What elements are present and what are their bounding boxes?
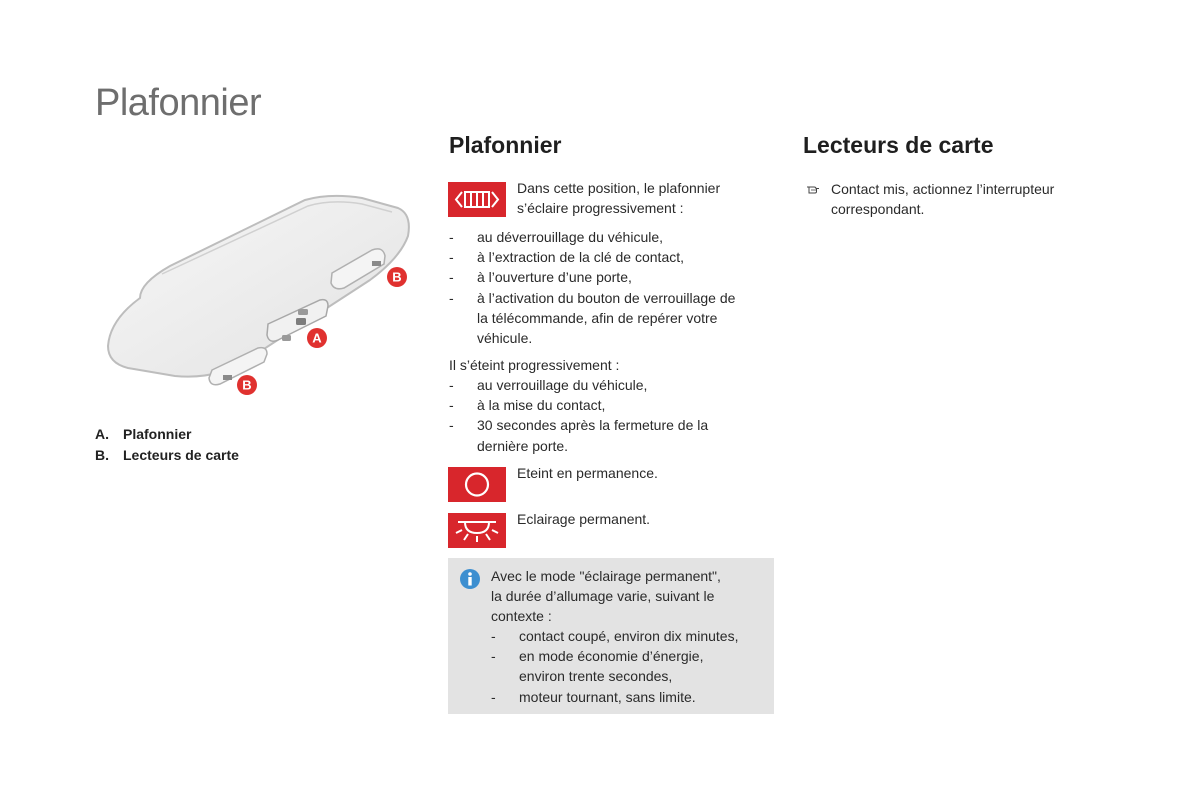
callout-a [306,327,328,354]
list-item: - à l’extraction de la clé de contact, [449,249,685,266]
callout-b-lower [236,374,258,401]
off-mode-text: Eteint en permanence. [517,465,658,481]
permanent-mode-badge [448,513,506,548]
circle-off-icon [448,467,506,502]
list-item-line: environ trente secondes, [519,668,673,685]
list-item-text: moteur tournant, sans limite. [519,688,696,705]
list-item-line: dernière porte. [477,437,569,454]
info-line: Avec le mode "éclairage permanent", [491,568,721,584]
list-item-line: en mode économie d’énergie, [519,648,704,665]
info-line: contexte : [491,608,552,625]
callout-b-upper-letter: B [392,269,402,285]
info-box [448,558,774,714]
list-item: - en mode économie d’énergie, environ trente secondes, [491,646,771,686]
list-item-line: la télécommande, afin de repérer votre [477,309,718,326]
info-intro [491,566,721,627]
list-item-line: 30 secondes après la fermeture de la [477,417,709,434]
lecteurs-line: Contact mis, actionnez l’interrupteur [831,181,1055,197]
figure-legend [95,424,239,465]
list-item-text: à la mise du contact, [477,397,606,414]
callout-a-letter: A [312,330,322,346]
off-intro: Il s’éteint progressivement : [449,357,620,373]
ceiling-console-illustration [100,188,415,398]
list-item-text: contact coupé, environ dix minutes, [519,628,739,644]
lecteurs-text [831,179,1054,219]
door-mode-line: Dans cette position, le plafonnier [517,180,721,196]
permanent-mode-text: Eclairage permanent. [517,511,651,527]
list-item: - à l’ouverture d’une porte, [449,269,632,286]
door-courtesy-light-icon [448,182,506,217]
page-title: Plafonnier [95,82,262,124]
plafonnier-heading: Plafonnier [449,132,562,158]
dome-light-icon [448,513,506,548]
legend-letter: A. [95,426,109,442]
list-item-line: à l’activation du bouton de verrouillage de [477,289,736,306]
list-item: - à la mise du contact, [449,397,606,414]
info-icon [459,568,481,595]
legend-letter: B. [95,446,109,463]
off-mode-badge [448,467,506,502]
info-line: la durée d’allumage varie, suivant le [491,588,715,605]
list-item-line: véhicule. [477,330,533,347]
info-list [491,626,771,707]
door-mode-line: s’éclaire progressivement : [517,200,684,217]
legend-item-b [95,445,239,466]
callout-b-lower-letter: B [242,377,252,393]
legend-label: Lecteurs de carte [123,446,239,463]
door-mode-text [517,178,720,218]
on-events-list [449,227,779,348]
door-mode-badge [448,182,506,217]
legend-label: Plafonnier [123,426,192,442]
callout-b-upper [386,266,408,293]
list-item: - au déverrouillage du véhicule, [449,229,664,245]
lecteurs-line: correspondant. [831,201,925,218]
list-item-text: au déverrouillage du véhicule, [477,229,664,245]
list-item-text: au verrouillage du véhicule, [477,377,648,393]
pointing-hand-icon [806,182,820,200]
off-events-list [449,375,779,456]
list-item: - au verrouillage du véhicule, [449,377,648,393]
legend-item-a [95,424,239,445]
list-item: - contact coupé, environ dix minutes, [491,628,739,644]
lecteurs-heading: Lecteurs de carte [803,132,994,158]
list-item-text: à l’extraction de la clé de contact, [477,249,685,266]
list-item: - moteur tournant, sans limite. [491,688,696,705]
list-item: - à l’activation du bouton de verrouillage de la télécommande, afin de repérer votre véhicule. [449,288,779,349]
list-item-text: à l’ouverture d’une porte, [477,269,632,286]
list-item: - 30 secondes après la fermeture de la dernière porte. [449,415,779,455]
